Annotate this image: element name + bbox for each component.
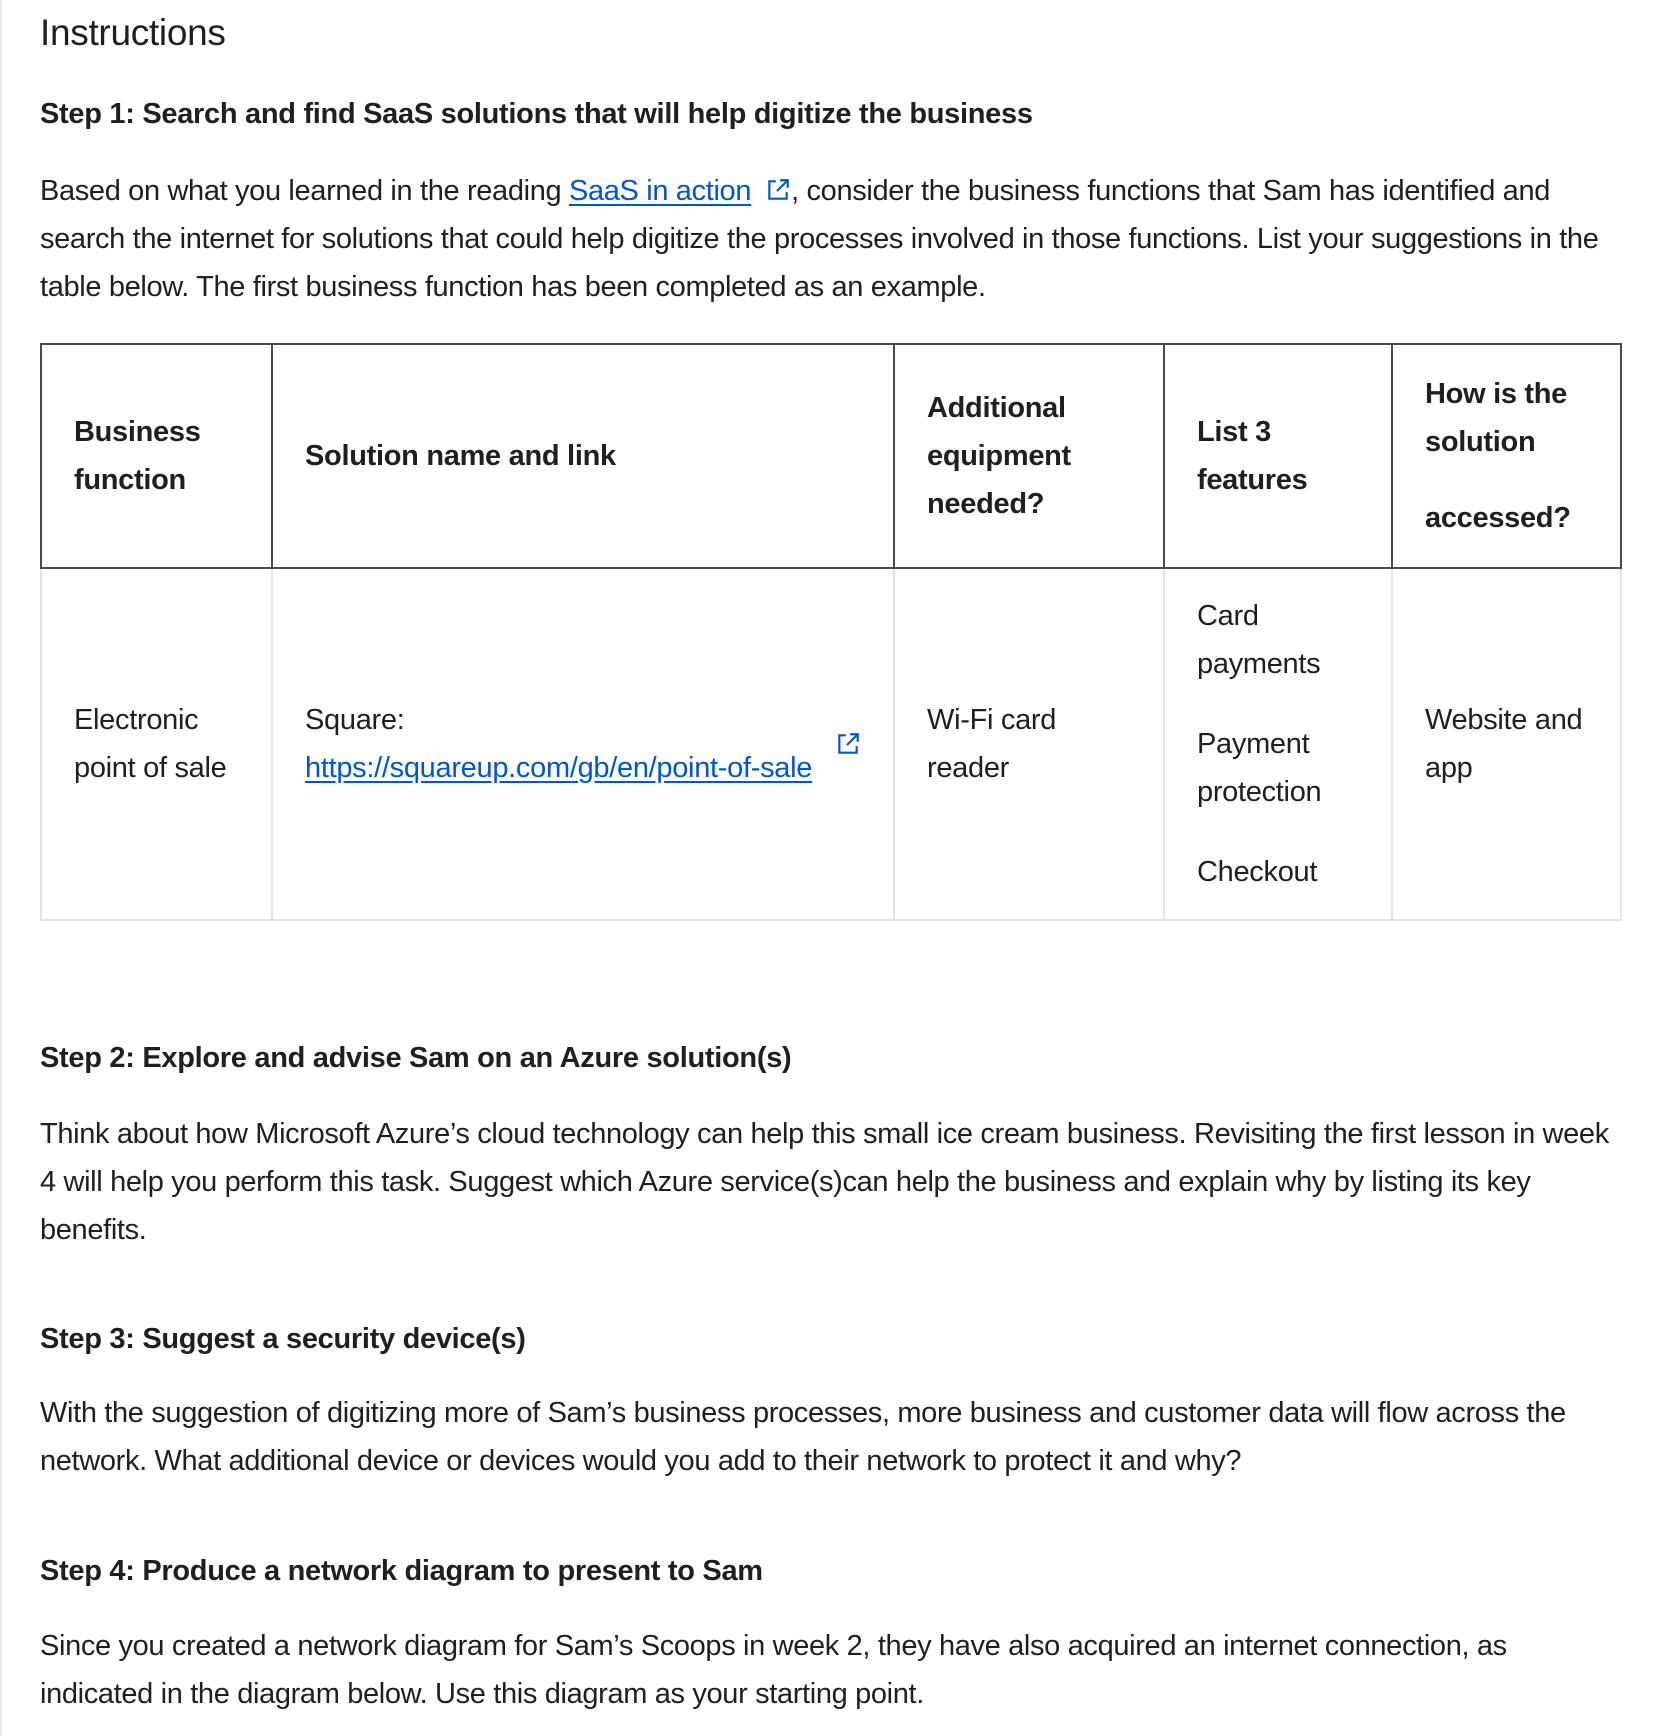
header-access <box>1392 344 1621 568</box>
table-header-row <box>41 344 1621 568</box>
solution-name: Square: <box>305 704 405 736</box>
page-left-border <box>0 0 2 1736</box>
header-equipment: Additional equipment needed? <box>894 344 1164 568</box>
header-access-line1: How is the solution <box>1425 378 1568 458</box>
step3-heading: Step 3: Suggest a security device(s) <box>40 1323 526 1355</box>
step1-text-after-link: , consider the business functions that Sam has identified and search the internet for solutions that could help digitize the processes involved in those functions. List your suggestions in the table below. The first business function has been completed as an example. <box>40 175 1599 303</box>
step3-description: With the suggestion of digitizing more of Sam’s business processes, more business and customer data will flow across the network. What additional device or devices would you add to their network to protect it and why? <box>40 1397 1566 1477</box>
step2-description: Think about how Microsoft Azure’s cloud technology can help this small ice cream business. Revisiting the first lesson in week 4 will help you perform this task. Suggest which Azure service(s)can help the business and explain why by listing its key benefits. <box>40 1118 1609 1246</box>
feature-item: Card payments <box>1197 600 1321 680</box>
step4-description: Since you created a network diagram for Sam’s Scoops in week 2, they have also acquired an internet connection, as indicated in the diagram below. Use this diagram as your starting point. <box>40 1630 1507 1710</box>
step4-heading: Step 4: Produce a network diagram to present to Sam <box>40 1555 763 1587</box>
cell-equipment: Wi-Fi card reader <box>894 568 1164 920</box>
external-link-icon[interactable] <box>835 731 861 757</box>
external-link-icon[interactable] <box>765 177 791 203</box>
step1-description <box>40 167 1615 311</box>
header-solution: Solution name and link <box>272 344 894 568</box>
cell-solution <box>272 568 894 920</box>
page-title: Instructions <box>40 12 226 53</box>
solution-link[interactable]: https://squareup.com/gb/en/point-of-sale <box>305 752 813 784</box>
saas-solutions-table <box>40 343 1622 921</box>
header-features: List 3 features <box>1164 344 1392 568</box>
header-business-function: Business function <box>41 344 272 568</box>
feature-item: Checkout <box>1197 856 1318 888</box>
cell-business-function: Electronic point of sale <box>41 568 272 920</box>
cell-access: Website and app <box>1392 568 1621 920</box>
feature-item: Payment protection <box>1197 728 1322 808</box>
header-access-line2: accessed? <box>1425 502 1571 534</box>
step1-text-before-link: Based on what you learned in the reading <box>40 175 569 207</box>
table-row <box>41 568 1621 920</box>
step2-heading: Step 2: Explore and advise Sam on an Azure solution(s) <box>40 1042 792 1074</box>
cell-features <box>1164 568 1392 920</box>
step1-heading: Step 1: Search and find SaaS solutions that will help digitize the business <box>40 98 1033 130</box>
saas-in-action-link[interactable]: SaaS in action <box>568 175 752 207</box>
